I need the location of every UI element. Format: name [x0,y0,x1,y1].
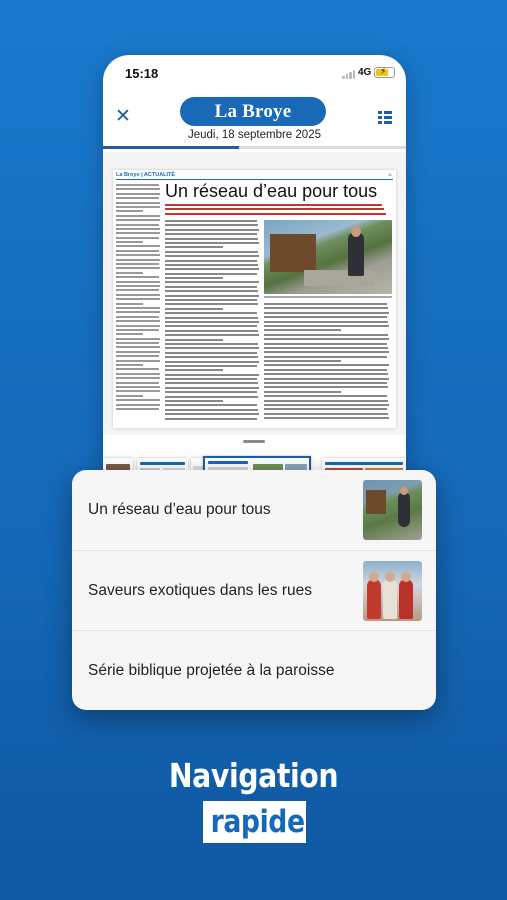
text-line [264,417,389,419]
text-line [165,233,257,235]
text-line [264,373,388,375]
text-line [116,193,160,195]
status-time: 15:18 [125,66,159,81]
text-line [116,386,160,388]
page-number: 11 [387,172,392,177]
edition-date: Jeudi, 18 septembre 2025 [188,129,321,141]
text-line [165,281,259,283]
article-item[interactable] [72,470,436,550]
text-line [116,184,159,186]
photo-caption [264,296,392,299]
text-line [264,400,388,402]
table-of-contents-icon[interactable] [378,111,392,124]
text-line [116,298,160,300]
text-line [264,386,388,388]
text-line [165,369,223,371]
text-line [116,390,160,392]
page-body-text [165,220,261,425]
text-line [116,245,160,247]
text-line [165,295,259,297]
text-line [116,311,160,313]
text-line [264,329,341,331]
text-line [264,369,387,371]
page-sidebar-column [116,184,161,424]
text-line [116,272,143,274]
page-headline[interactable]: Un réseau d’eau pour tous [165,181,378,201]
text-line [116,285,160,287]
article-title[interactable]: Série biblique projetée à la paroisse [88,661,335,679]
text-line [165,334,259,336]
text-line [116,202,160,204]
article-title[interactable]: Saveurs exotiques dans les rues [88,581,313,599]
newspaper-page[interactable] [113,170,396,428]
text-line [165,343,258,345]
text-line [116,346,160,348]
text-line [116,342,159,344]
text-line [165,387,259,389]
text-line [165,260,257,262]
text-line [264,395,387,397]
article-item[interactable] [72,550,436,630]
text-line [116,382,159,384]
text-line [116,188,160,190]
status-bar [103,55,406,93]
text-line [116,395,143,397]
text-line [165,361,259,363]
text-line [116,219,160,221]
text-line [264,351,389,353]
text-line [116,303,143,305]
text-line [264,334,388,336]
text-line [165,347,259,349]
text-line [116,281,160,283]
newspaper-logo: La Broye [180,97,326,126]
promo-badge [203,801,306,843]
phone-mockup [103,55,406,495]
text-line [116,307,160,309]
text-line [116,289,159,291]
promo-badge-label: rapide [210,804,305,840]
text-line [264,404,389,406]
text-line [165,352,257,354]
text-line [116,232,160,234]
text-line [116,360,160,362]
text-line [165,321,259,323]
text-line [165,400,223,402]
text-line [165,299,257,301]
text-line [165,391,257,393]
text-line [116,206,160,208]
signal-icon [342,69,356,79]
text-line [165,238,258,240]
text-line [264,316,387,318]
text-line [165,339,223,341]
text-line [165,286,257,288]
text-line [264,321,388,323]
text-line [116,364,143,366]
reading-progress-bar [103,146,406,149]
text-line [116,197,159,199]
text-line [116,263,159,265]
text-line [116,237,159,239]
text-line [165,255,259,257]
text-line [165,303,258,305]
text-line [165,404,257,406]
text-line [165,409,258,411]
promo-title: Navigation [168,756,339,795]
text-line [264,413,388,415]
text-line [165,374,259,376]
article-photo[interactable] [264,220,392,294]
text-line [264,364,389,366]
text-line [165,418,257,420]
text-line [165,264,258,266]
network-label: 4G [358,67,372,78]
text-line [116,408,159,410]
text-line [264,343,387,345]
text-line [264,356,387,358]
text-line [116,259,160,261]
text-line [264,307,388,309]
text-line [165,246,223,248]
article-thumbnail[interactable] [363,561,422,621]
text-line [264,325,389,327]
text-line [165,268,259,270]
article-list-panel [72,470,436,710]
text-line [264,378,389,380]
text-line [116,241,143,243]
text-line [264,312,389,314]
text-line [264,391,341,393]
article-item[interactable] [72,630,436,710]
text-line [116,215,160,217]
text-line [165,220,257,222]
text-line [165,396,258,398]
text-line [264,360,341,362]
text-line [165,242,259,244]
newspaper-viewer[interactable] [103,152,406,435]
text-line [116,399,160,401]
text-line [165,229,259,231]
text-line [116,320,160,322]
text-line [116,373,160,375]
text-line [116,351,160,353]
text-line [116,333,143,335]
text-line [116,224,159,226]
text-line [165,378,257,380]
text-line [116,325,160,327]
text-line [264,382,387,384]
text-line [116,355,159,357]
text-line [165,213,386,215]
text-line [116,329,159,331]
text-line [165,413,259,415]
text-line [165,290,258,292]
text-line [116,377,160,379]
text-line [116,404,160,406]
text-line [165,330,258,332]
page-rule [116,179,393,180]
text-line [116,228,160,230]
article-title[interactable]: Un réseau d’eau pour tous [88,501,271,518]
text-line [116,210,143,212]
text-line [165,277,223,279]
drag-handle[interactable] [243,440,265,443]
text-line [116,250,159,252]
text-line [165,317,258,319]
text-line [165,224,258,226]
text-line [165,365,257,367]
battery-charging-icon: ⚡ [374,67,395,78]
text-line [116,276,159,278]
page-section-label: La Broye | ACTUALITÉ [116,172,176,178]
page-body-text-lower [264,303,392,425]
text-line [165,312,257,314]
text-line [165,273,257,275]
text-line [116,368,159,370]
text-line [264,408,387,410]
text-line [116,254,160,256]
text-line [116,316,159,318]
text-line [116,294,160,296]
text-line [264,303,387,305]
text-line [165,308,223,310]
text-line [165,325,257,327]
text-line [165,356,258,358]
text-line [116,338,160,340]
text-line [264,347,388,349]
text-line [264,338,389,340]
text-line [116,267,160,269]
text-line [165,251,258,253]
article-thumbnail[interactable] [363,480,422,540]
reading-progress-fill [103,146,239,149]
close-icon[interactable]: ✕ [115,106,131,127]
text-line [165,204,382,206]
text-line [165,208,384,210]
page-lead-text [165,204,391,216]
text-line [165,382,258,384]
